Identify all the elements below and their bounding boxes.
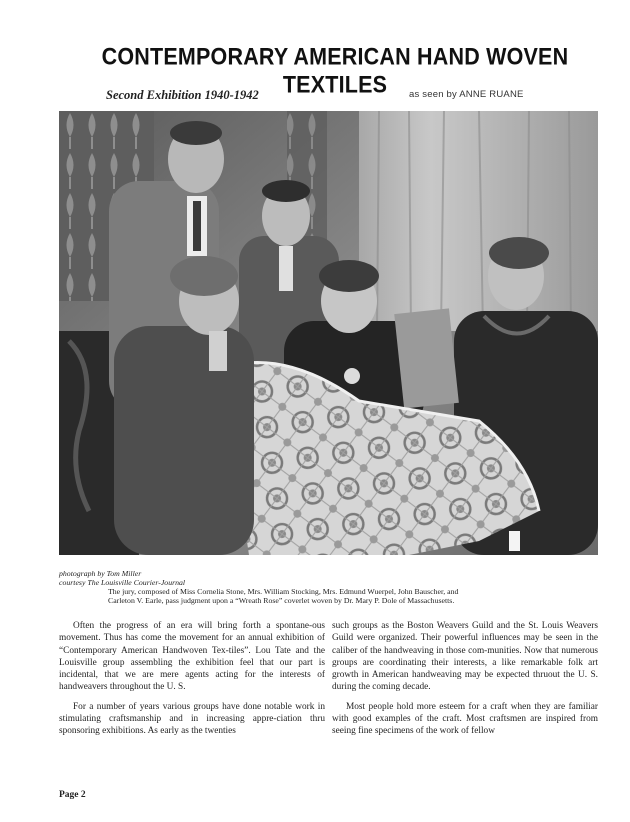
caption-line: Carleton V. Earle, pass judgment upon a “Wreath Rose” coverlet woven by Dr. Mary P. Dole of Massachusetts. <box>108 596 455 605</box>
photo-credit-line: courtesy The Louisville Courier-Journal <box>59 578 186 587</box>
caption-line: The jury, composed of Miss Cornelia Stone, Mrs. William Stocking, Mrs. Edmund Wuerpel, John Bauscher, and <box>108 587 459 596</box>
body-column-left <box>59 620 325 745</box>
jury-photograph <box>59 111 598 555</box>
photo-caption <box>108 587 598 605</box>
paragraph: such groups as the Boston Weavers Guild and the St. Louis Weavers Guild were organized. Their powerful influences may be seen in the caliber of the handweaving in those com-munities. Now that numerous groups are coordinating their interests, a like remarkable folk art growth in American handweaving may be expected thruout the U. S. during the coming decade. <box>332 621 598 693</box>
photo-credit <box>59 569 185 587</box>
author-byline: as seen by ANNE RUANE <box>409 89 524 100</box>
paragraph: Most people hold more esteem for a craft when they are familiar with good examples of the craft. Most craftsmen are inspired from seeing fine specimens of the work of fellow <box>332 701 598 737</box>
exhibition-subtitle: Second Exhibition 1940-1942 <box>106 88 259 102</box>
page-number: Page 2 <box>59 790 86 800</box>
photo-credit-line: photograph by Tom Miller <box>59 569 142 578</box>
paragraph: For a number of years various groups have done notable work in stimulating craftsmanship and in increasing appre-ciation thru sponsoring exhibitions. As early as the twenties <box>59 701 325 737</box>
page-title: CONTEMPORARY AMERICAN HAND WOVEN TEXTILES <box>101 43 569 98</box>
paragraph: Often the progress of an era will bring forth a spontane-ous movement. Thus has come the movement for an annual exhibition of “Contemporary American Handwoven Tex-tiles”. Lou Tate and the Louisville group assembling the exhibition feel that our part is incidental, that we are mere agents acting for the interests of handweavers throughout the U. S. <box>59 621 325 693</box>
body-column-right <box>332 620 598 745</box>
